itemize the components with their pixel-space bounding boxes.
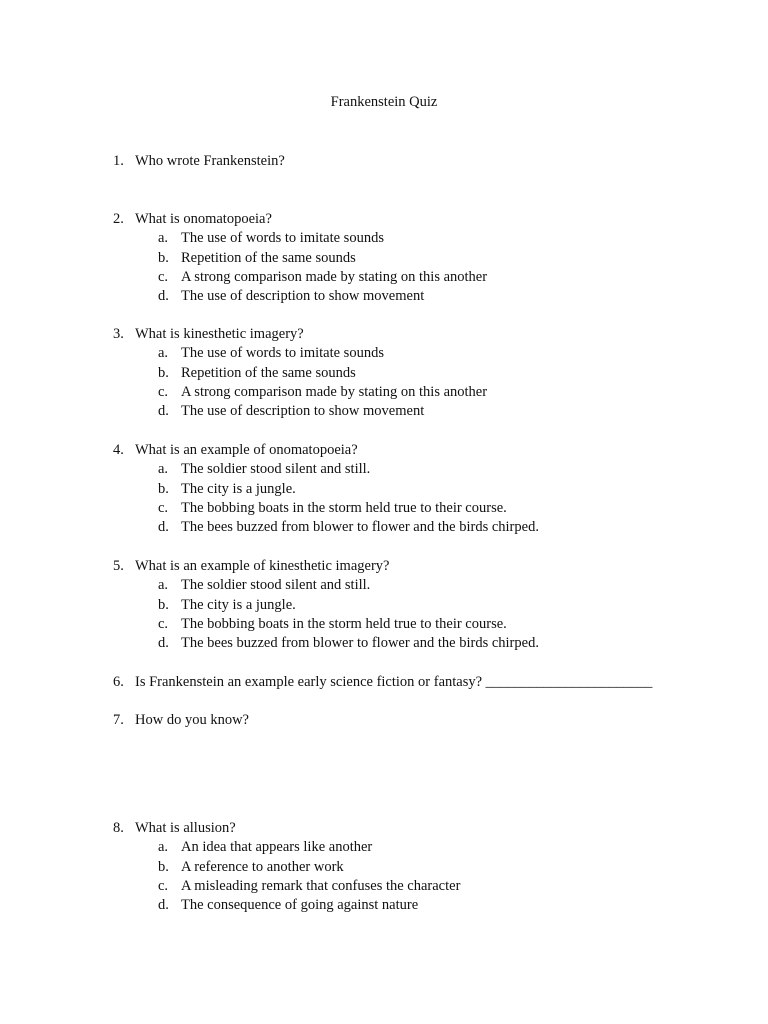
question-text: Is Frankenstein an example early science fiction or fantasy? _______________________ xyxy=(135,674,653,690)
option-list xyxy=(113,576,733,653)
option-item xyxy=(113,383,733,402)
question-number: 1. xyxy=(113,153,124,169)
question-7 xyxy=(113,711,733,730)
option-text: The bobbing boats in the storm held true to their course. xyxy=(181,615,507,632)
question-text: Who wrote Frankenstein? xyxy=(135,153,285,169)
option-text: A misleading remark that confuses the character xyxy=(181,877,461,894)
option-text: The soldier stood silent and still. xyxy=(181,577,371,594)
option-text: A strong comparison made by stating on this another xyxy=(181,268,488,285)
question-line xyxy=(113,711,733,730)
option-item xyxy=(113,480,733,499)
option-letter: d. xyxy=(158,519,169,536)
question-text: How do you know? xyxy=(135,712,249,728)
option-text: The soldier stood silent and still. xyxy=(181,461,371,478)
option-list xyxy=(113,460,733,537)
question-number: 4. xyxy=(113,442,124,458)
question-number: 5. xyxy=(113,558,124,574)
option-text: The consequence of going against nature xyxy=(181,897,419,914)
question-line xyxy=(113,325,733,344)
option-item xyxy=(113,268,733,287)
option-letter: a. xyxy=(158,577,169,594)
question-text: What is an example of onomatopoeia? xyxy=(135,442,358,458)
option-text: The bees buzzed from blower to flower and the birds chirped. xyxy=(181,519,539,536)
question-number: 3. xyxy=(113,326,124,342)
option-list xyxy=(113,229,733,306)
question-line xyxy=(113,152,733,171)
option-item xyxy=(113,634,733,653)
question-4 xyxy=(113,441,733,537)
question-line xyxy=(113,557,733,576)
question-5 xyxy=(113,557,733,653)
option-text: The use of description to show movement xyxy=(181,403,425,420)
option-item xyxy=(113,460,733,479)
option-letter: c. xyxy=(158,877,169,894)
option-text: The bobbing boats in the storm held true to their course. xyxy=(181,499,507,516)
option-text: The city is a jungle. xyxy=(181,596,296,613)
option-letter: b. xyxy=(158,596,169,613)
question-text: What is allusion? xyxy=(135,820,236,836)
option-item xyxy=(113,838,733,857)
option-letter: b. xyxy=(158,364,169,381)
option-text: Repetition of the same sounds xyxy=(181,249,356,266)
option-text: The use of words to imitate sounds xyxy=(181,230,384,247)
option-letter: d. xyxy=(158,897,169,914)
option-item xyxy=(113,402,733,421)
option-letter: a. xyxy=(158,345,169,362)
option-list xyxy=(113,838,733,915)
option-letter: a. xyxy=(158,461,169,478)
option-list xyxy=(113,344,733,421)
option-item xyxy=(113,615,733,634)
question-line xyxy=(113,819,733,838)
question-8 xyxy=(113,819,733,915)
option-item xyxy=(113,287,733,306)
option-text: Repetition of the same sounds xyxy=(181,364,356,381)
option-item xyxy=(113,877,733,896)
option-letter: b. xyxy=(158,480,169,497)
option-item xyxy=(113,518,733,537)
page-title: Frankenstein Quiz xyxy=(330,94,438,110)
option-letter: b. xyxy=(158,858,169,875)
option-letter: c. xyxy=(158,383,169,400)
question-line xyxy=(113,210,733,229)
question-3 xyxy=(113,325,733,421)
question-line xyxy=(113,673,733,692)
option-letter: b. xyxy=(158,249,169,266)
option-letter: d. xyxy=(158,288,169,305)
question-line xyxy=(113,441,733,460)
option-item xyxy=(113,576,733,595)
option-item xyxy=(113,596,733,615)
question-number: 6. xyxy=(113,674,124,690)
option-text: The use of words to imitate sounds xyxy=(181,345,384,362)
option-letter: a. xyxy=(158,839,169,856)
option-letter: d. xyxy=(158,403,169,420)
option-letter: c. xyxy=(158,499,169,516)
question-text: What is an example of kinesthetic imagery? xyxy=(135,558,390,574)
question-6 xyxy=(113,673,733,692)
option-item xyxy=(113,896,733,915)
option-text: The use of description to show movement xyxy=(181,288,425,305)
option-letter: a. xyxy=(158,230,169,247)
option-text: A strong comparison made by stating on this another xyxy=(181,383,488,400)
option-item xyxy=(113,499,733,518)
question-number: 2. xyxy=(113,211,124,227)
option-letter: c. xyxy=(158,615,169,632)
question-2 xyxy=(113,210,733,306)
question-text: What is kinesthetic imagery? xyxy=(135,326,304,342)
option-text: An idea that appears like another xyxy=(181,839,373,856)
option-letter: c. xyxy=(158,268,169,285)
question-text: What is onomatopoeia? xyxy=(135,211,272,227)
option-text: A reference to another work xyxy=(181,858,344,875)
option-text: The bees buzzed from blower to flower and the birds chirped. xyxy=(181,635,539,652)
question-number: 7. xyxy=(113,712,124,728)
option-item xyxy=(113,858,733,877)
option-letter: d. xyxy=(158,635,169,652)
option-item xyxy=(113,229,733,248)
question-1 xyxy=(113,152,733,171)
question-number: 8. xyxy=(113,820,124,836)
option-item xyxy=(113,249,733,268)
option-item xyxy=(113,364,733,383)
option-text: The city is a jungle. xyxy=(181,480,296,497)
option-item xyxy=(113,344,733,363)
